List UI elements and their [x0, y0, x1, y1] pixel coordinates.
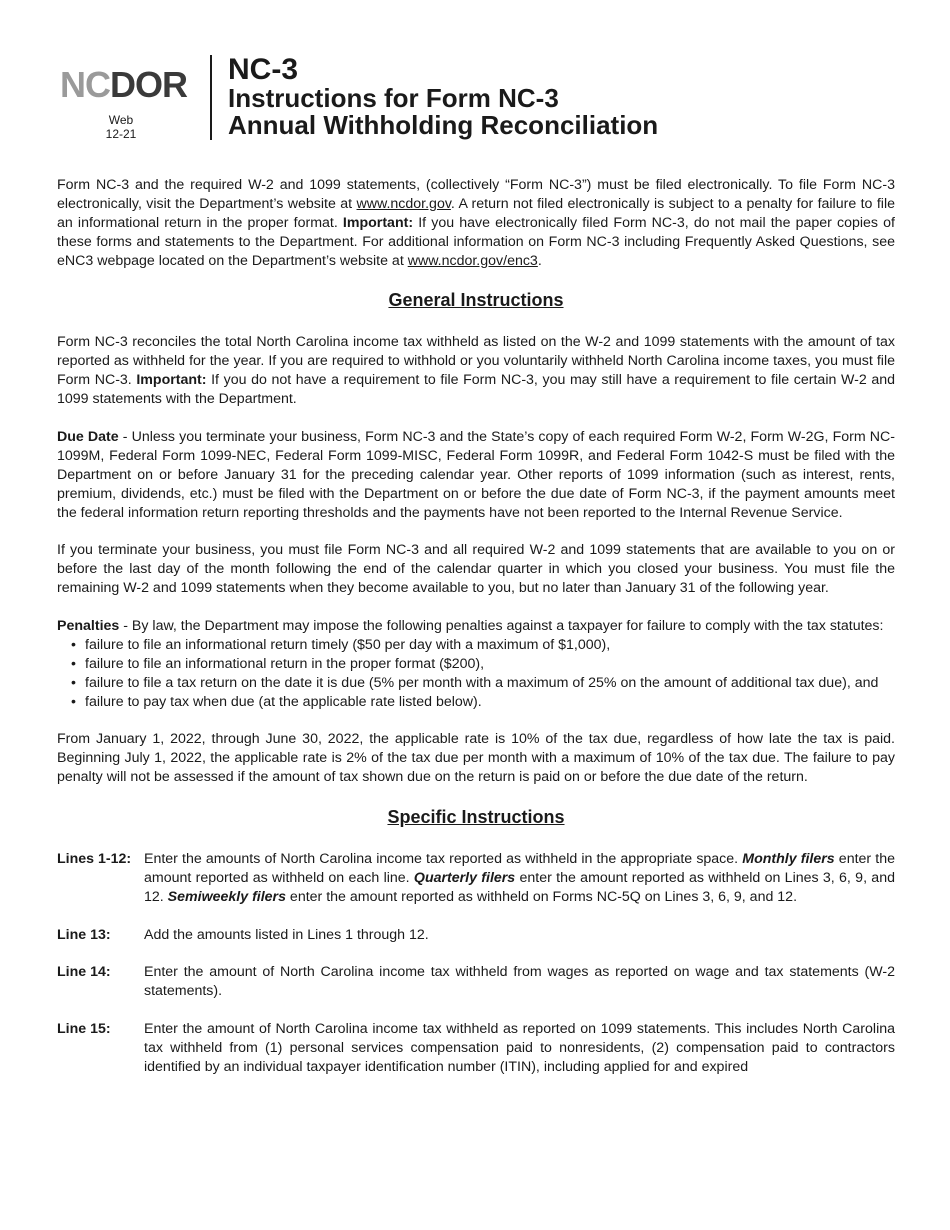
- specific-instructions-heading: Specific Instructions: [387, 807, 565, 827]
- enc3-link[interactable]: www.ncdor.gov/enc3: [407, 252, 538, 269]
- form-number: NC-3: [228, 53, 299, 86]
- document-body: [57, 176, 895, 1096]
- line-14: Line 14: Enter the amount of North Carolina income tax withheld from wages as reported on wage and tax statements (W-2 statements).: [57, 964, 895, 1000]
- line-1-12: Lines 1-12: Enter the amounts of North Carolina income tax reported as withheld in the appropriate space. Monthly filers enter the amount reported as withheld on each line. Quarterly filers enter the amount reported as withheld on Lines 3, 6, 9, and 12. Semiweekly filers enter the amount reported as withheld on Forms NC-5Q on Lines 3, 6, 9, and 12.: [57, 851, 895, 905]
- list-item: • failure to pay tax when due (at the applicable rate listed below).: [85, 693, 895, 712]
- version-label: Web: [108, 113, 134, 127]
- line-15: Line 15: Enter the amount of North Carolina income tax withheld as reported on 1099 statements. This includes North Carolina tax withheld from (1) personal services compensation paid to nonresidents, (2) compensation paid to contractors identified by an individual taxpayer identification number (ITIN), including applied for and expired: [57, 1021, 895, 1075]
- penalties-list: [57, 636, 895, 712]
- header-divider: [210, 55, 212, 140]
- line-13: Line 13: Add the amounts listed in Lines 1 through 12.: [57, 926, 429, 943]
- penalties-intro: Penalties - By law, the Department may impose the following penalties against a taxpayer for failure to comply with the tax statutes:: [57, 617, 884, 634]
- due-date-paragraph: Due Date - Unless you terminate your business, Form NC-3 and the State’s copy of each required Form W-2, Form W-2G, Form NC-1099M, Federal Form 1099-NEC, Federal Form 1099-MISC, Federal Form 1099R, and Federal Form 1042-S must be filed with the Department on or before January 31 for the preceding calendar year. Other reports of 1099 information (such as interest, rents, premium, dividends, etc.) must be filed with the Department on or before the due date of Form NC-3, if the payment amounts meet the federal information return reporting thresholds and the payments have not been reported to the Internal Revenue Service.: [57, 428, 895, 521]
- title-line-1: Instructions for Form NC-3: [228, 83, 559, 113]
- version-date: 12-21: [105, 127, 137, 141]
- ncdor-logo: [60, 64, 190, 141]
- list-item: • failure to file a tax return on the date it is due (5% per month with a maximum of 25% on the amount of additional tax due), and: [85, 674, 895, 693]
- general-paragraph: Form NC-3 reconciles the total North Carolina income tax withheld as listed on the W-2 and 1099 statements with the amount of tax reported as withheld for the year. If you are required to withhold or you voluntarily withheld North Carolina income taxes, you must file Form NC-3. Important: If you do not have a requirement to file Form NC-3, you may still have a requirement to file certain W-2 and 1099 statements with the Department.: [57, 334, 895, 408]
- logo-dor: DOR: [110, 64, 187, 105]
- rate-paragraph: From January 1, 2022, through June 30, 2022, the applicable rate is 10% of the tax due, regardless of how late the tax is paid. Beginning July 1, 2022, the applicable rate is 2% of the tax due per month with a maximum of 10% of the tax due. The failure to pay penalty will not be assessed if the amount of tax shown due on the return is paid on or before the due date of the return.: [57, 731, 895, 786]
- general-instructions-heading: General Instructions: [388, 290, 564, 311]
- title-block: [228, 55, 658, 139]
- terminate-paragraph: If you terminate your business, you must file Form NC-3 and all required W-2 and 1099 statements that are available to you on or before the last day of the month following the end of the calendar quarter in which you closed your business. You must file the remaining W-2 and 1099 statements when they become available to you, but no later than January 31 of the following year.: [57, 542, 895, 597]
- title-line-2: Annual Withholding Reconciliation: [228, 110, 659, 140]
- list-item: • failure to file an informational return timely ($50 per day with a maximum of $1,000),: [85, 636, 895, 655]
- document-header: [60, 55, 900, 145]
- intro-paragraph: Form NC-3 and the required W-2 and 1099 statements, (collectively “Form NC-3”) must be filed electronically. To file Form NC-3 electronically, visit the Department’s website at www.ncdor.gov. A return not filed electronically is subject to a penalty for failure to file an informational return in the proper format. Important: If you have electronically filed Form NC-3, do not mail the paper copies of these forms and statements to the Department. For additional information on Form NC-3 including Frequently Asked Questions, see eNC3 webpage located on the Department’s website at www.ncdor.gov/enc3.: [57, 177, 895, 269]
- logo-nc: NC: [60, 64, 110, 105]
- list-item: • failure to file an informational return in the proper format ($200),: [85, 655, 895, 674]
- ncdor-link[interactable]: www.ncdor.gov: [356, 195, 451, 212]
